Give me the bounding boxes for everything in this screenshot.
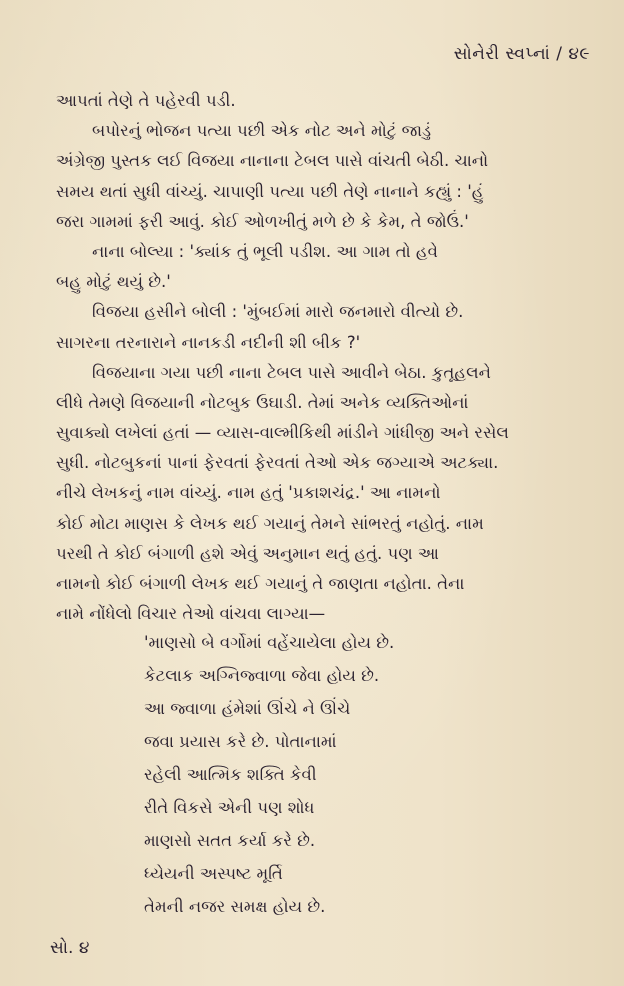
verse-line: આ જ્વાળા હંમેશાં ઊંચે ને ઊંચે [144,699,351,718]
verse-line: કેટલાક અગ્નિજ્વાળા જેવા હોય છે. [144,666,380,685]
text-line: નામે નોંધેલો વિચાર તેઓ વાંચવા લાગ્યા— [56,604,326,624]
text-line: નીચે લેખકનું નામ વાંચ્યું. નામ હતું 'પ્રકાશચંદ્ર.' આ નામનો [56,483,441,503]
verse-line: તેમની નજર સમક્ષ હોય છે. [144,897,326,916]
verse-line: રીતે વિકસે એની પણ શોધ [144,798,315,817]
paragraph-start: નાના બોલ્યા : 'ક્યાંક તું ભૂલી પડીશ. આ ગામ તો હવે [92,241,438,261]
text-line: સમય થતાં સુધી વાંચ્યું. ચાપાણી પત્યા પછી તેણે નાનાને કહ્યું : 'હું [56,181,484,201]
paragraph-start: વિજયા હસીને બોલી : 'મુંબઈમાં મારો જનમારો વીત્યો છે. [92,302,464,322]
verse-line: માણસો સતત કર્યા કરે છે. [144,831,316,850]
verse-line: જવા પ્રયાસ કરે છે. પોતાનામાં [144,732,337,751]
text-line: નામનો કોઈ બંગાળી લેખક થઈ ગયાનું તે જાણતા નહોતા. તેના [56,574,465,593]
paragraph-start: વિજયાના ગયા પછી નાના ટેબલ પાસે આવીને બેઠા. કુતૂહલને [92,362,491,382]
text-line: બહુ મોટું થયું છે.' [56,272,171,292]
paragraph-start: બપોરનું ભોજન પત્યા પછી એક નોટ અને મોટું જાડું [92,121,432,141]
text-line: લીધે તેમણે વિજયાની નોટબુક ઉઘાડી. તેમાં અનેક વ્યક્તિઓનાં [56,392,469,412]
running-header: સોનેરી સ્વપ્નાં / ૪૯ [453,44,590,64]
text-line: સુધી. નોટબુકનાં પાનાં ફેરવતાં ફેરવતાં તેઓ એક જગ્યાએ અટક્યા. [56,453,499,473]
body-text [56,86,586,629]
text-line: જરા ગામમાં ફરી આવું. કોઈ ઓળખીતું મળે છે કે કેમ, તે જોઉં.' [56,211,469,231]
text-line: આપતાં તેણે તે પહેરવી પડી. [56,91,236,110]
verse-line: ધ્યેયની અસ્પષ્ટ મૂર્તિ [144,864,283,883]
verse-line: 'માણસો બે વર્ગોમાં વહેંચાયેલા હોય છે. [144,633,395,652]
text-line: પરથી તે કોઈ બંગાળી હશે એવું અનુમાન થતું હતું. પણ આ [56,543,439,563]
signature-mark: સો. ૪ [50,938,90,958]
text-line: સાગરના તરનારાને નાનકડી નદીની શી બીક ?' [56,332,361,352]
quoted-verse [144,626,524,923]
text-line: સુવાક્યો લખેલાં હતાં — વ્યાસ-વાલ્મીકિથી માંડીને ગાંધીજી અને રસેલ [56,423,509,443]
verse-line: રહેલી આત્મિક શક્તિ કેવી [144,765,317,784]
text-line: અંગ્રેજી પુસ્તક લઈ વિજયા નાનાના ટેબલ પાસે વાંચતી બેઠી. ચાનો [56,151,489,171]
text-line: કોઈ મોટા માણસ કે લેખક થઈ ગયાનું તેમને સાંભરતું નહોતું. નામ [56,513,484,533]
